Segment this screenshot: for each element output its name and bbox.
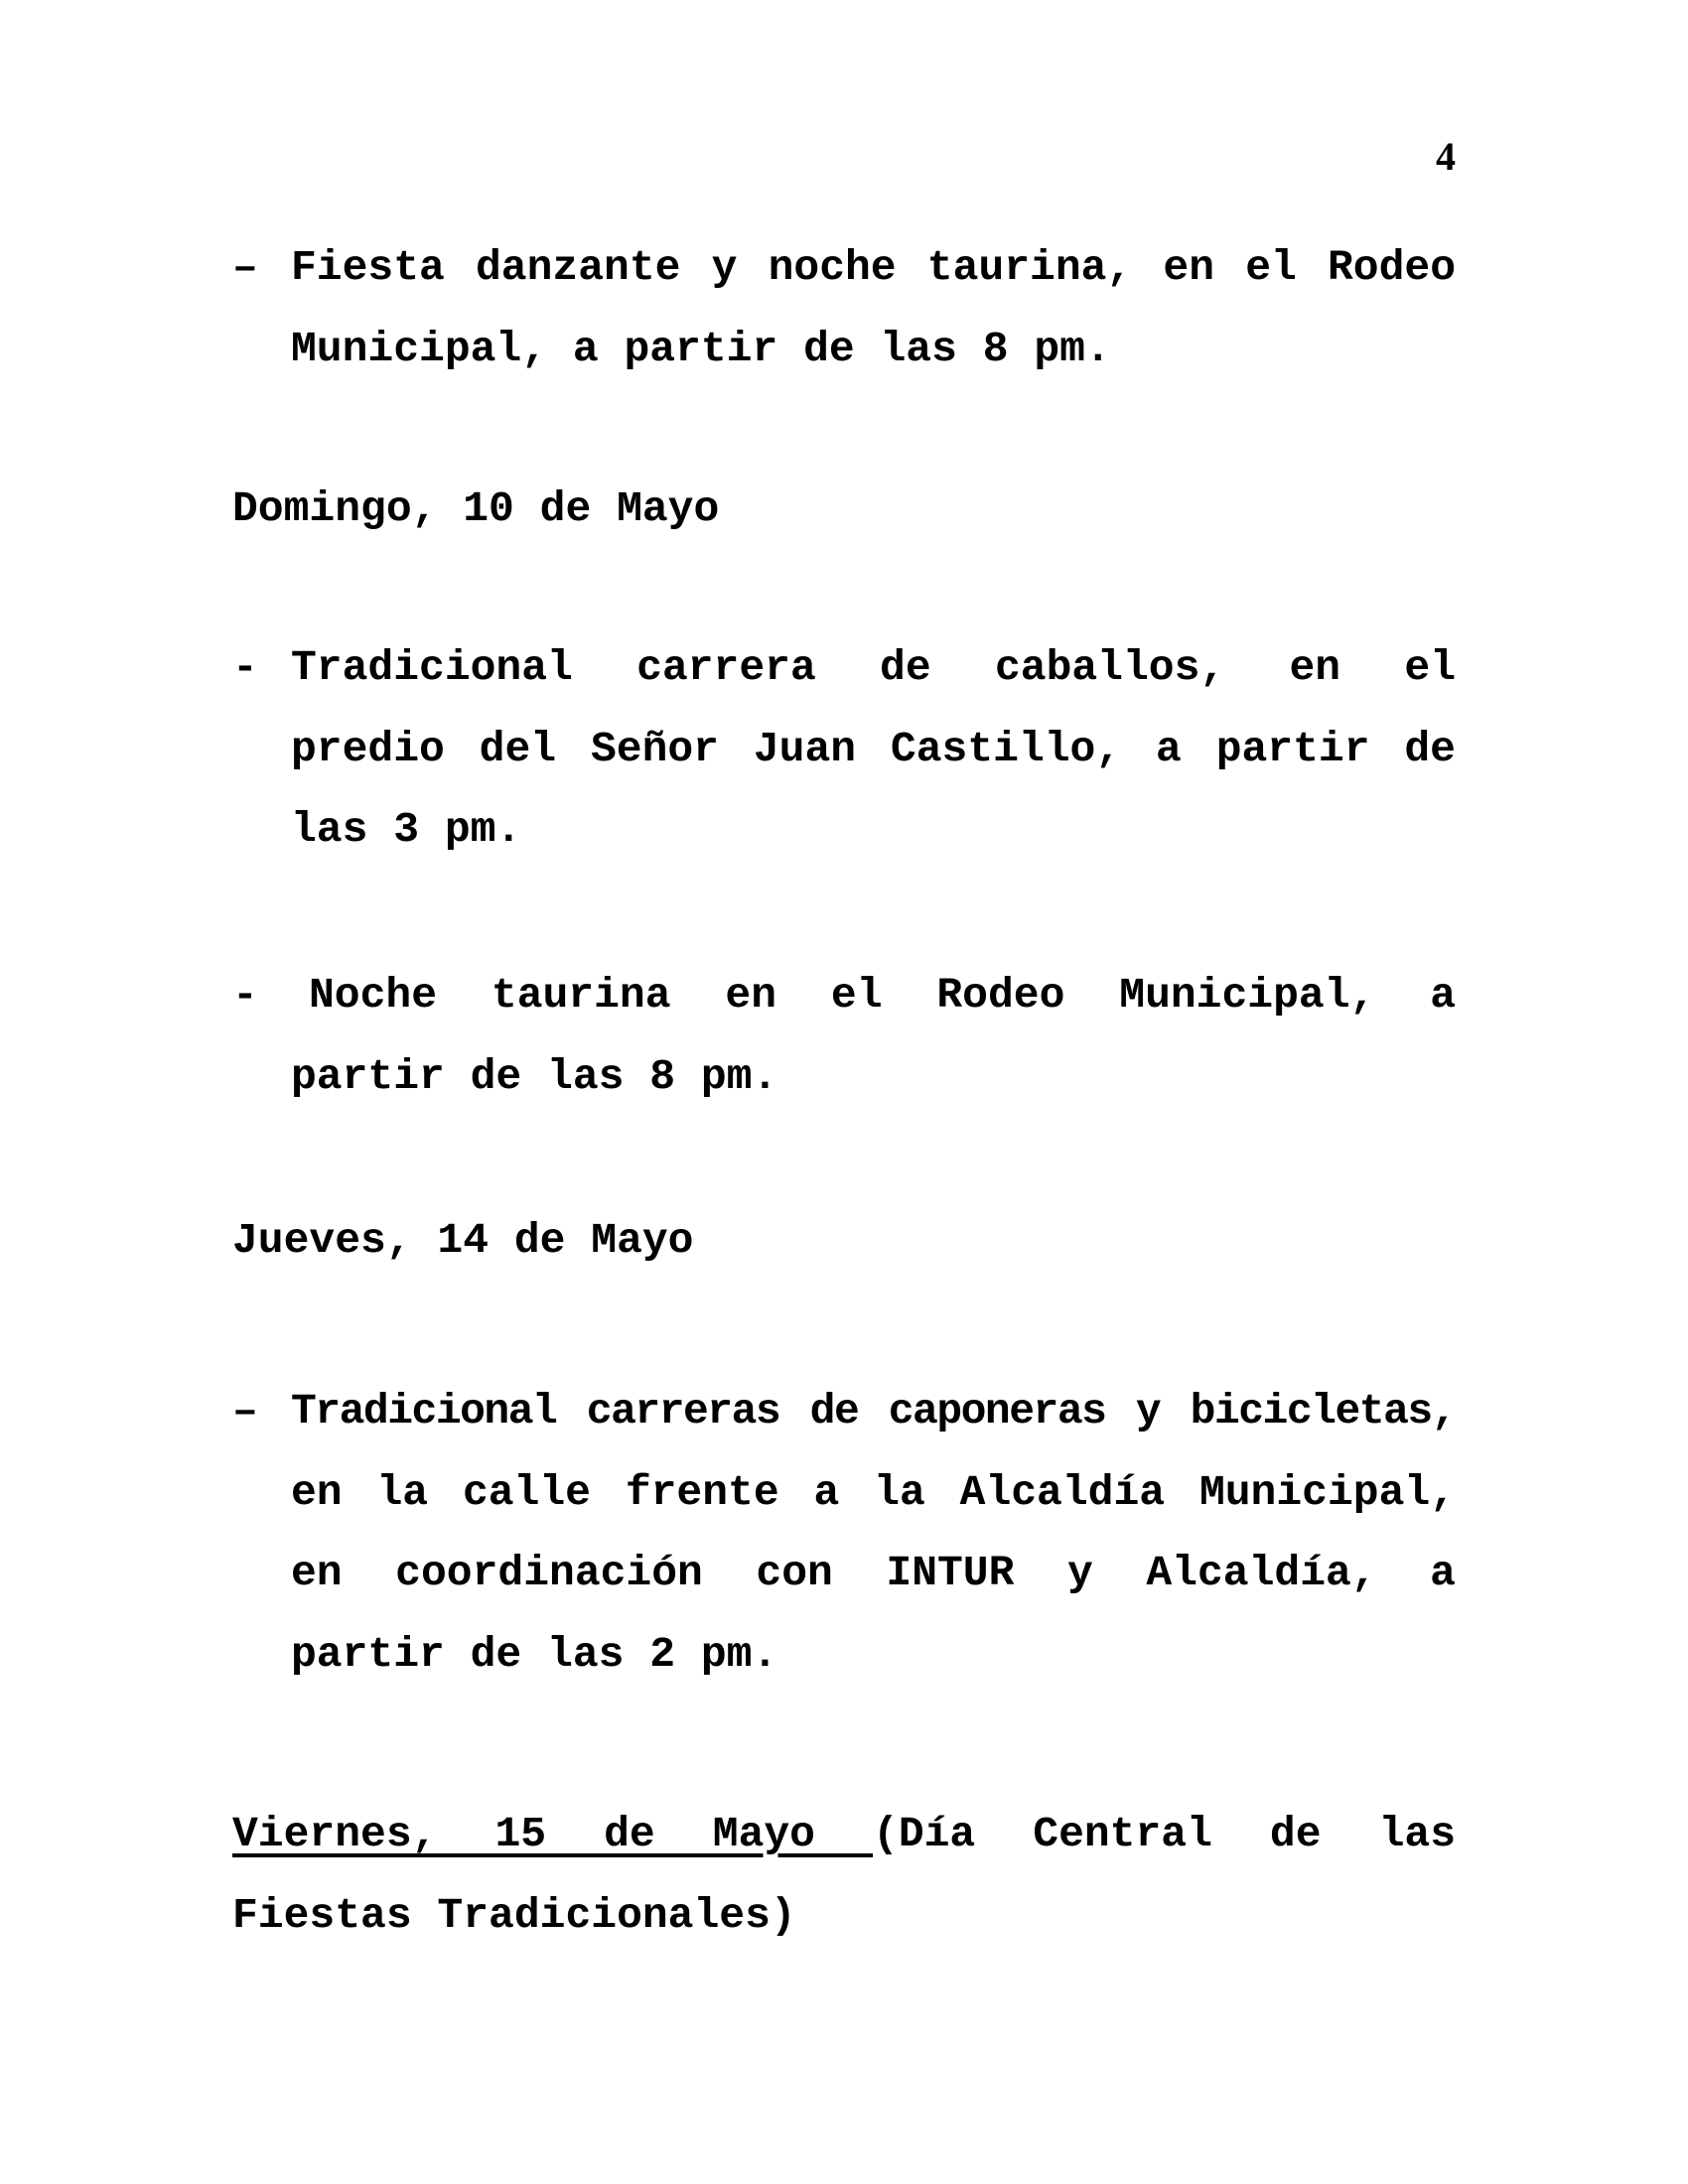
bullet-dash: –	[232, 1387, 258, 1435]
day-heading-jueves: Jueves, 14 de Mayo	[232, 1216, 694, 1265]
day-heading-line	[232, 1794, 1456, 1875]
event-item-line: en coordinación con INTUR y Alcaldía, a	[291, 1549, 1456, 1597]
event-item-line: partir de las 8 pm.	[291, 1051, 778, 1101]
event-item-text	[291, 227, 1456, 389]
event-item-line: Tradicional carreras de caponeras y bicicletas,	[291, 1387, 1456, 1435]
event-item-text	[291, 955, 1456, 1117]
event-item-line: predio del Señor Juan Castillo, a partir de	[291, 724, 1456, 773]
event-item-carrera-caballos	[232, 627, 1456, 871]
day-heading-viernes	[232, 1794, 1456, 1956]
bullet-dash: –	[232, 243, 258, 292]
bullet-hyphen: -	[232, 971, 258, 1020]
event-item-line: las 3 pm.	[291, 805, 522, 854]
event-item-line: Noche taurina en el Rodeo Municipal, a	[309, 971, 1456, 1020]
event-item-line: en la calle frente a la Alcaldía Municipal,	[291, 1467, 1456, 1517]
event-item-line: partir de las 2 pm.	[291, 1629, 778, 1679]
event-item-text	[291, 1371, 1456, 1695]
day-heading-description: (Día Central de las	[873, 1810, 1456, 1858]
page-number: 4	[1436, 134, 1456, 179]
event-item-fiesta-danzante	[232, 227, 1456, 389]
event-item-text	[291, 627, 1456, 871]
event-item-line: Municipal, a partir de las 8 pm.	[291, 324, 1111, 373]
day-heading-date-underlined: Viernes, 15 de Mayo	[232, 1810, 874, 1858]
day-heading-domingo: Domingo, 10 de Mayo	[232, 484, 720, 533]
event-item-noche-taurina	[232, 955, 1456, 1117]
bullet-hyphen: -	[232, 643, 258, 692]
day-heading-line: Fiestas Tradicionales)	[232, 1890, 796, 1940]
event-item-line: Fiesta danzante y noche taurina, en el Rodeo	[291, 243, 1456, 292]
event-item-carreras-caponeras	[232, 1371, 1456, 1695]
event-item-line: Tradicional carrera de caballos, en el	[291, 643, 1456, 692]
